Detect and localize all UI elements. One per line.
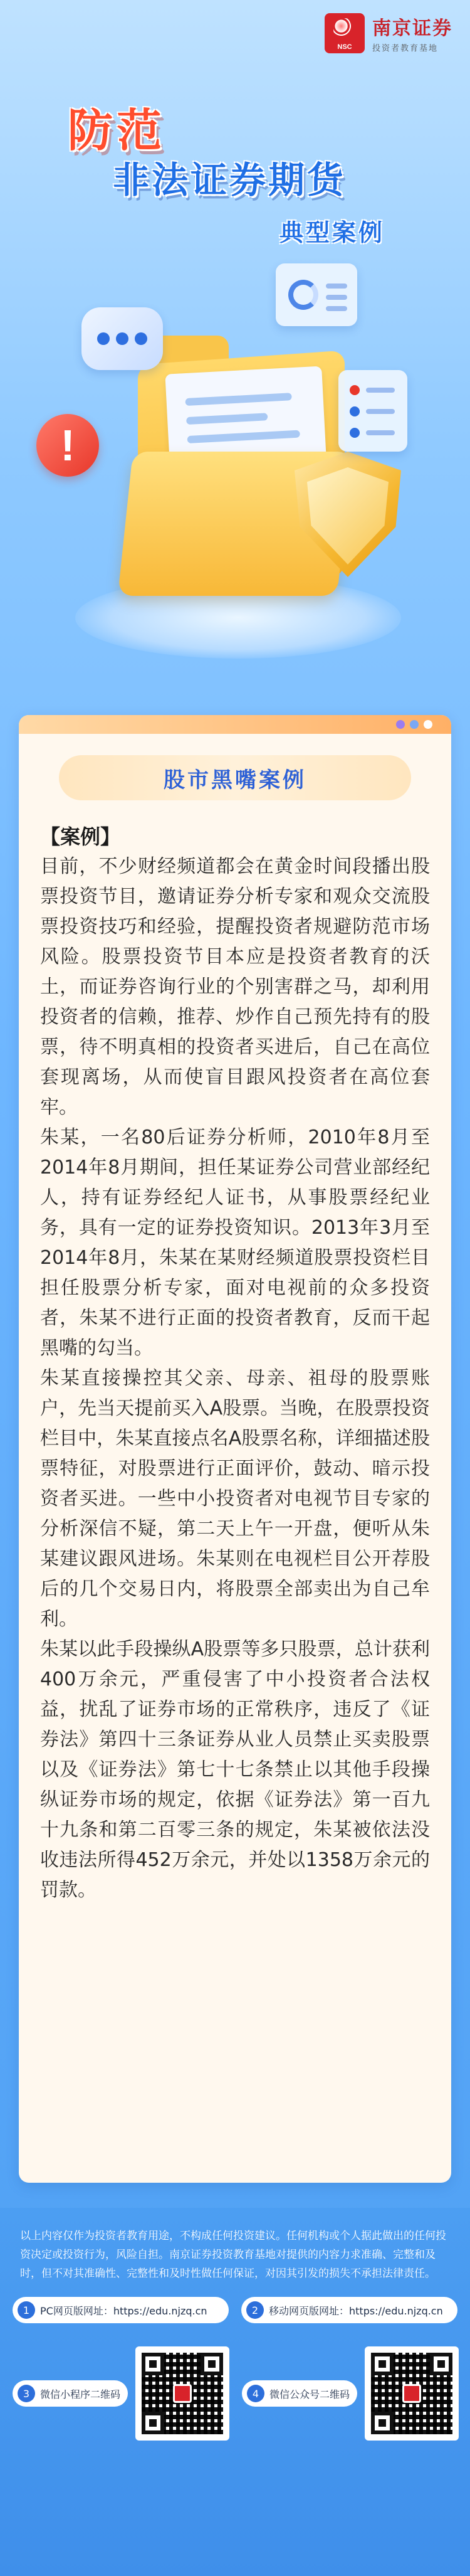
article-heading: 股市黑嘴案例 xyxy=(59,755,411,800)
status-panel-icon xyxy=(338,370,407,452)
brand-text xyxy=(372,13,452,53)
link-label: 移动网页版网址：https://edu.njzq.cn xyxy=(269,2304,443,2317)
hero-title-line3: 典型案例 xyxy=(279,219,385,246)
case-card xyxy=(19,715,451,2183)
card-top-bar xyxy=(19,715,451,734)
qr-row xyxy=(13,2337,457,2450)
qr-code-icon[interactable] xyxy=(135,2346,229,2441)
badge-number: 4 xyxy=(247,2385,264,2402)
article-paragraph: 朱某以此手段操纵A股票等多只股票，总计获利400万余元，严重侵害了中小投资者合法权益，扰乱了证券市场的正常秩序，违反了《证券法》第四十三条证券从业人员禁止买卖股票以及《证券法》第七十七条禁止以其他手段操纵证券市场的规定，依据《证券法》第一百九十九条和第二百零三条的规定，朱某被依法没收违法所得452万余元，并处以1358万余元的罚款。 xyxy=(40,1638,430,1901)
case-label: 【案例】 xyxy=(40,825,121,849)
brand-logo-icon: NSC xyxy=(325,13,365,53)
chat-bubble-icon xyxy=(81,307,163,370)
warning-icon: ! xyxy=(36,414,99,477)
hero-title-line1: 防范 xyxy=(68,104,166,157)
article-body xyxy=(19,800,451,1905)
badge-number: 3 xyxy=(18,2385,35,2402)
link-row xyxy=(13,2297,457,2323)
link-label: PC网页版网址：https://edu.njzq.cn xyxy=(40,2304,207,2317)
article-paragraph: 朱某，一名80后证券分析师，2010年8月至2014年8月期间，担任某证券公司营业部经纪人，持有证券经纪人证书，从事股票经纪业务，具有一定的证券投资知识。2013年3月至2014年8月，朱某在某财经频道股票投资栏目担任股票分析专家，面对电视前的众多投资者，朱某不进行正面的投资者教育，反而干起黑嘴的勾当。 xyxy=(40,1126,430,1359)
qr-code-icon[interactable] xyxy=(365,2346,459,2441)
brand-name: 南京证券 xyxy=(372,18,452,40)
chart-card-icon xyxy=(276,263,357,326)
mobile-site-link[interactable] xyxy=(241,2297,457,2323)
badge-number: 1 xyxy=(18,2301,35,2319)
miniprogram-qr-block xyxy=(13,2337,229,2450)
qr-label xyxy=(13,2380,128,2407)
pc-site-link[interactable] xyxy=(13,2297,229,2323)
badge-number: 2 xyxy=(246,2301,264,2319)
brand-subtitle: 投资者教育基地 xyxy=(372,44,439,53)
brand-header xyxy=(325,13,452,53)
article-paragraph: 目前，不少财经频道都会在黄金时间段播出股票投资节目，邀请证券分析专家和观众交流股票投资技巧和经验，提醒投资者规避防范市场风险。股票投资节目本应是投资者教育的沃土，而证券咨询行业的个别害群之马，却利用投资者的信赖，推荐、炒作自己预先持有的股票，待不明真相的投资者买进后，自己在高位套现离场，从而使盲目跟风投资者在高位套牢。 xyxy=(40,856,430,1118)
qr-label-text: 微信小程序二维码 xyxy=(40,2388,121,2400)
hero-title-line2: 非法证券期货 xyxy=(113,159,347,201)
qr-label-text: 微信公众号二维码 xyxy=(269,2388,350,2400)
wechat-official-qr-block xyxy=(242,2337,459,2450)
qr-label xyxy=(242,2380,357,2407)
article-paragraph: 朱某直接操控其父亲、母亲、祖母的股票账户，先当天提前买入A股票。当晚，在股票投资栏目中，朱某直接点名A股票名称，详细描述股票特征，对股票进行正面评价，鼓动、暗示投资者买进。一些中小投资者对电视节目专家的分析深信不疑，第二天上午一开盘，便听从朱某建议跟风进场。朱某则在电视栏目公开荐股后的几个交易日内，将股票全部卖出为自己牟利。 xyxy=(40,1367,430,1630)
disclaimer-text: 以上内容仅作为投资者教育用途，不构成任何投资建议。任何机构或个人据此做出的任何投资决定或投资行为，风险自担。南京证券投资教育基地对提供的内容力求准确、完整和及时，但不对其准确性、完整性和及时性做任何保证，对因其引发的损失不承担法律责任。 xyxy=(20,2230,446,2280)
footer xyxy=(0,2208,470,2576)
hero-illustration xyxy=(0,263,470,702)
